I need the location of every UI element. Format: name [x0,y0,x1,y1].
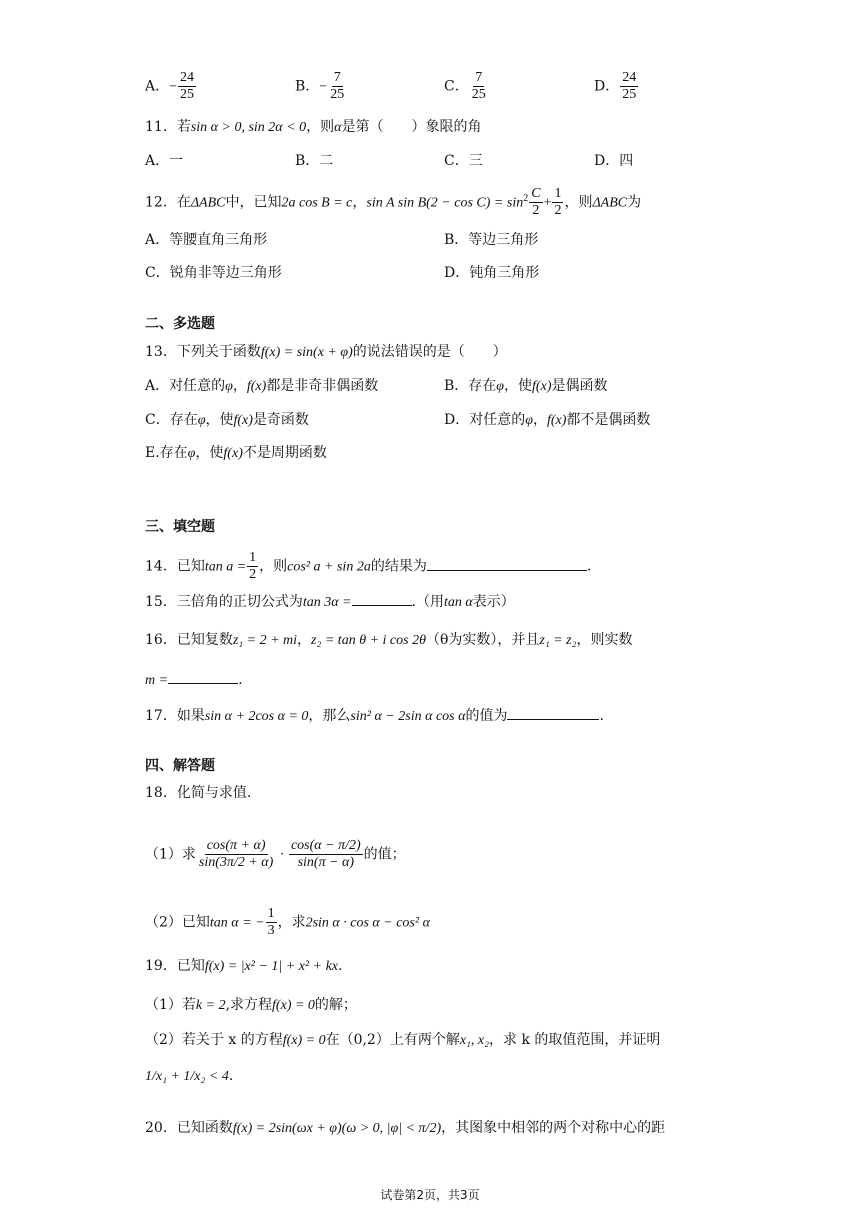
q10-option-d: D． $\frac{24}{25}$ [594,70,637,102]
q11-stem: 11．若sin α > 0, sin 2α < 0，则α是第（ ）象限的角 [145,119,482,135]
q14-answer-blank[interactable] [427,556,587,571]
q17-answer-blank[interactable] [507,705,599,720]
q13-stem: 13．下列关于函数f(x) = sin(x + φ)的说法错误的是（ ） [145,344,507,360]
q19-part1: （1）若k = 2,求方程f(x) = 0的解； [145,997,357,1013]
q11-option-b: B．二 [295,153,334,169]
q12-option-d: D．钝角三角形 [444,265,540,281]
q18-part1: （1）求 $\frac{\cos(\pi + \alpha)}{\sin(3\pi/2 + \alpha)}$ · $\frac{\cos(\alpha - \pi/2)}{\sin(\pi - \alpha)}$ 的值； [145,838,406,870]
q19-part2: （2）若关于 x 的方程f(x) = 0在（0,2）上有两个解x₁, x₂，求 k 的取值范围，并证明 [145,1032,661,1048]
q11-option-d: D．四 [594,153,634,169]
q12-option-c: C．锐角非等边三角形 [145,265,282,281]
q19-inequality: 1/x₁ + 1/x₂ < 4. [145,1068,234,1084]
q10-option-b: B．− $\frac{7}{25}$ [295,70,345,102]
q13-option-e: E.存在φ，使f(x)不是周期函数 [145,445,327,461]
q10-option-a: A．− $\frac{24}{25}$ [145,70,195,102]
q19-stem: 19．已知f(x) = |x² − 1| + x² + kx. [145,958,343,974]
section-heading-solutions: 四、解答题 [145,758,215,774]
q18-part2: （2）已知tan α = − $\frac{1}{3}$ ，求2sin α · cos α − cos² α [145,906,430,938]
q12-stem: 12．在ΔABC中，已知2a cos B = c，sin A $\sin B(2 - \cos C) = \sin^2$ $\frac{C}{2}$ + $\frac{1}{2}$ ，则ΔABC为 [145,186,642,218]
q11-option-c: C．三 [444,153,483,169]
q12-option-b: B．等边三角形 [444,232,539,248]
q13-option-d: D．对任意的φ，f(x)都不是偶函数 [444,412,651,428]
q12-option-a: A．等腰直角三角形 [145,232,268,248]
page-footer: 试卷第2页，共3页 [380,1188,480,1202]
q17: 17．如果sin α + 2cos α = 0，那么sin² α − 2sin α cos α的值为 . [145,705,604,727]
q13-option-b: B．存在φ，使f(x)是偶函数 [444,378,608,394]
section-heading-fill-in: 三、填空题 [145,519,215,535]
q16-answer-blank[interactable] [168,669,238,684]
q16-answer-line: m = . [145,669,243,691]
q11-option-a: A．一 [145,153,184,169]
q18-title: 18．化简与求值. [145,785,252,801]
q10-option-c: C． $\frac{7}{25}$ [444,70,486,102]
q15: 15．三倍角的正切公式为tan 3α = .（用tan α表示） [145,591,515,613]
q14: 14．已知tan a = $\frac{1}{2}$ ，则cos² a + sin 2a的结果为 . [145,550,592,582]
section-heading-multiple-choice: 二、多选题 [145,316,215,332]
q16: 16．已知复数z₁ = 2 + mi，z₂ = tan θ + i cos 2θ（θ为实数），并且z₁ = z₂，则实数 [145,632,633,648]
q20-stem: 20．已知函数f(x) = 2sin(ωx + φ)(ω > 0, |φ| < π/2)，其图象中相邻的两个对称中心的距 [145,1120,666,1136]
q13-option-c: C．存在φ，使f(x)是奇函数 [145,412,309,428]
q13-option-a: A．对任意的φ，f(x)都是非奇非偶函数 [145,378,379,394]
q15-answer-blank[interactable] [352,591,412,606]
